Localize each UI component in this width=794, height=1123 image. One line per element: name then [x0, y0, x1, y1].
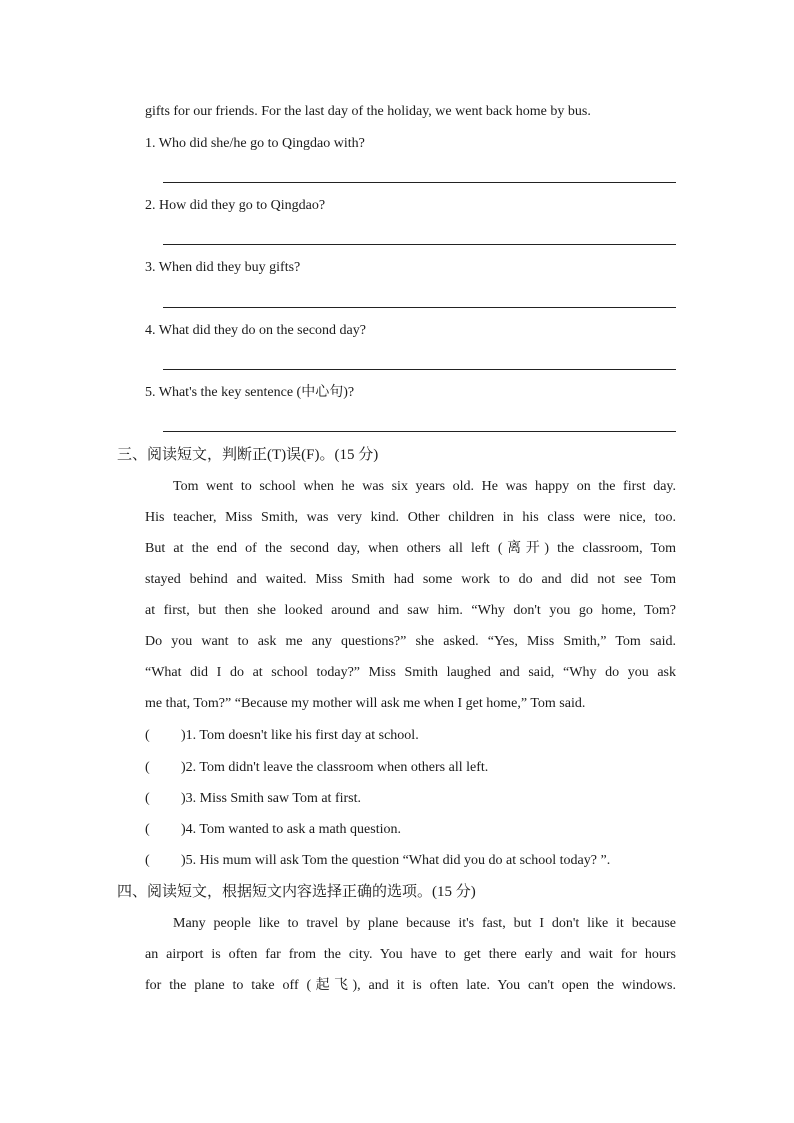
answer-line-2[interactable]: [163, 244, 676, 245]
s4-para-line-3: [145, 977, 676, 995]
s3-para-line-1: [173, 478, 676, 496]
tf-item-4: [145, 821, 401, 839]
tf-item-text-1: )1. Tom doesn't like his first day at school.: [181, 728, 419, 743]
question-2: 2. How did they go to Qingdao?: [145, 198, 326, 213]
section-4-title: 四、阅读短文，根据短文内容选择正确的选项。(15 分): [117, 884, 476, 900]
tf-item-text-2: )2. Tom didn't leave the classroom when others all left.: [181, 760, 489, 775]
answer-line-5[interactable]: [163, 431, 676, 432]
s3-para-line-2: [145, 509, 676, 527]
tf-item-text-3: )3. Miss Smith saw Tom at first.: [181, 791, 361, 806]
tf-item-text-5: )5. His mum will ask Tom the question “What did you do at school today? ”.: [181, 853, 611, 868]
tf-answer-blank-1[interactable]: (: [145, 728, 150, 743]
tf-answer-blank-2[interactable]: (: [145, 760, 150, 775]
s3-para-line-3: [145, 540, 676, 558]
answer-line-1[interactable]: [163, 182, 676, 183]
s3-para-text-5: at first, but then she looked around and saw him. “Why don't you go home, Tom?: [145, 603, 676, 618]
passage-tail: gifts for our friends. For the last day of the holiday, we went back home by bus.: [145, 104, 591, 119]
s4-para-text-3: for the plane to take off (起飞), and it is often late. You can't open the windows.: [145, 978, 676, 993]
question-3: 3. When did they buy gifts?: [145, 260, 301, 275]
tf-answer-blank-3[interactable]: (: [145, 791, 150, 806]
s3-para-text-2: His teacher, Miss Smith, was very kind. Other children in his class were nice, too.: [145, 510, 676, 525]
s3-para-line-8: me that, Tom?” “Because my mother will ask me when I get home,” Tom said.: [145, 696, 586, 711]
s3-para-text-1: Tom went to school when he was six years old. He was happy on the first day.: [173, 479, 676, 494]
s3-para-text-6: Do you want to ask me any questions?” she asked. “Yes, Miss Smith,” Tom said.: [145, 634, 676, 649]
s3-para-text-3: But at the end of the second day, when others all left (离开) the classroom, Tom: [145, 541, 676, 556]
tf-answer-blank-5[interactable]: (: [145, 853, 150, 868]
tf-item-1: [145, 727, 419, 745]
s4-para-text-2: an airport is often far from the city. You have to get there early and wait for hours: [145, 947, 676, 962]
s4-para-text-1: Many people like to travel by plane because it's fast, but I don't like it because: [173, 916, 676, 931]
tf-answer-blank-4[interactable]: (: [145, 822, 150, 837]
tf-item-3: [145, 790, 361, 808]
answer-line-3[interactable]: [163, 307, 676, 308]
s4-para-line-1: [173, 915, 676, 933]
question-1: 1. Who did she/he go to Qingdao with?: [145, 136, 365, 151]
s3-para-line-5: [145, 602, 676, 620]
s3-para-text-4: stayed behind and waited. Miss Smith had some work to do and did not see Tom: [145, 572, 676, 587]
s4-para-line-2: [145, 946, 676, 964]
s3-para-line-7: [145, 664, 676, 682]
section-3-title: 三、阅读短文，判断正(T)误(F)。(15 分): [117, 447, 379, 463]
s3-para-text-7: “What did I do at school today?” Miss Smith laughed and said, “Why do you ask: [145, 665, 676, 680]
tf-item-5: [145, 852, 610, 870]
tf-item-2: [145, 759, 488, 777]
s3-para-line-6: [145, 633, 676, 651]
question-5: 5. What's the key sentence (中心句)?: [145, 385, 355, 400]
s3-para-line-4: [145, 571, 676, 589]
answer-line-4[interactable]: [163, 369, 676, 370]
question-4: 4. What did they do on the second day?: [145, 323, 366, 338]
tf-item-text-4: )4. Tom wanted to ask a math question.: [181, 822, 402, 837]
